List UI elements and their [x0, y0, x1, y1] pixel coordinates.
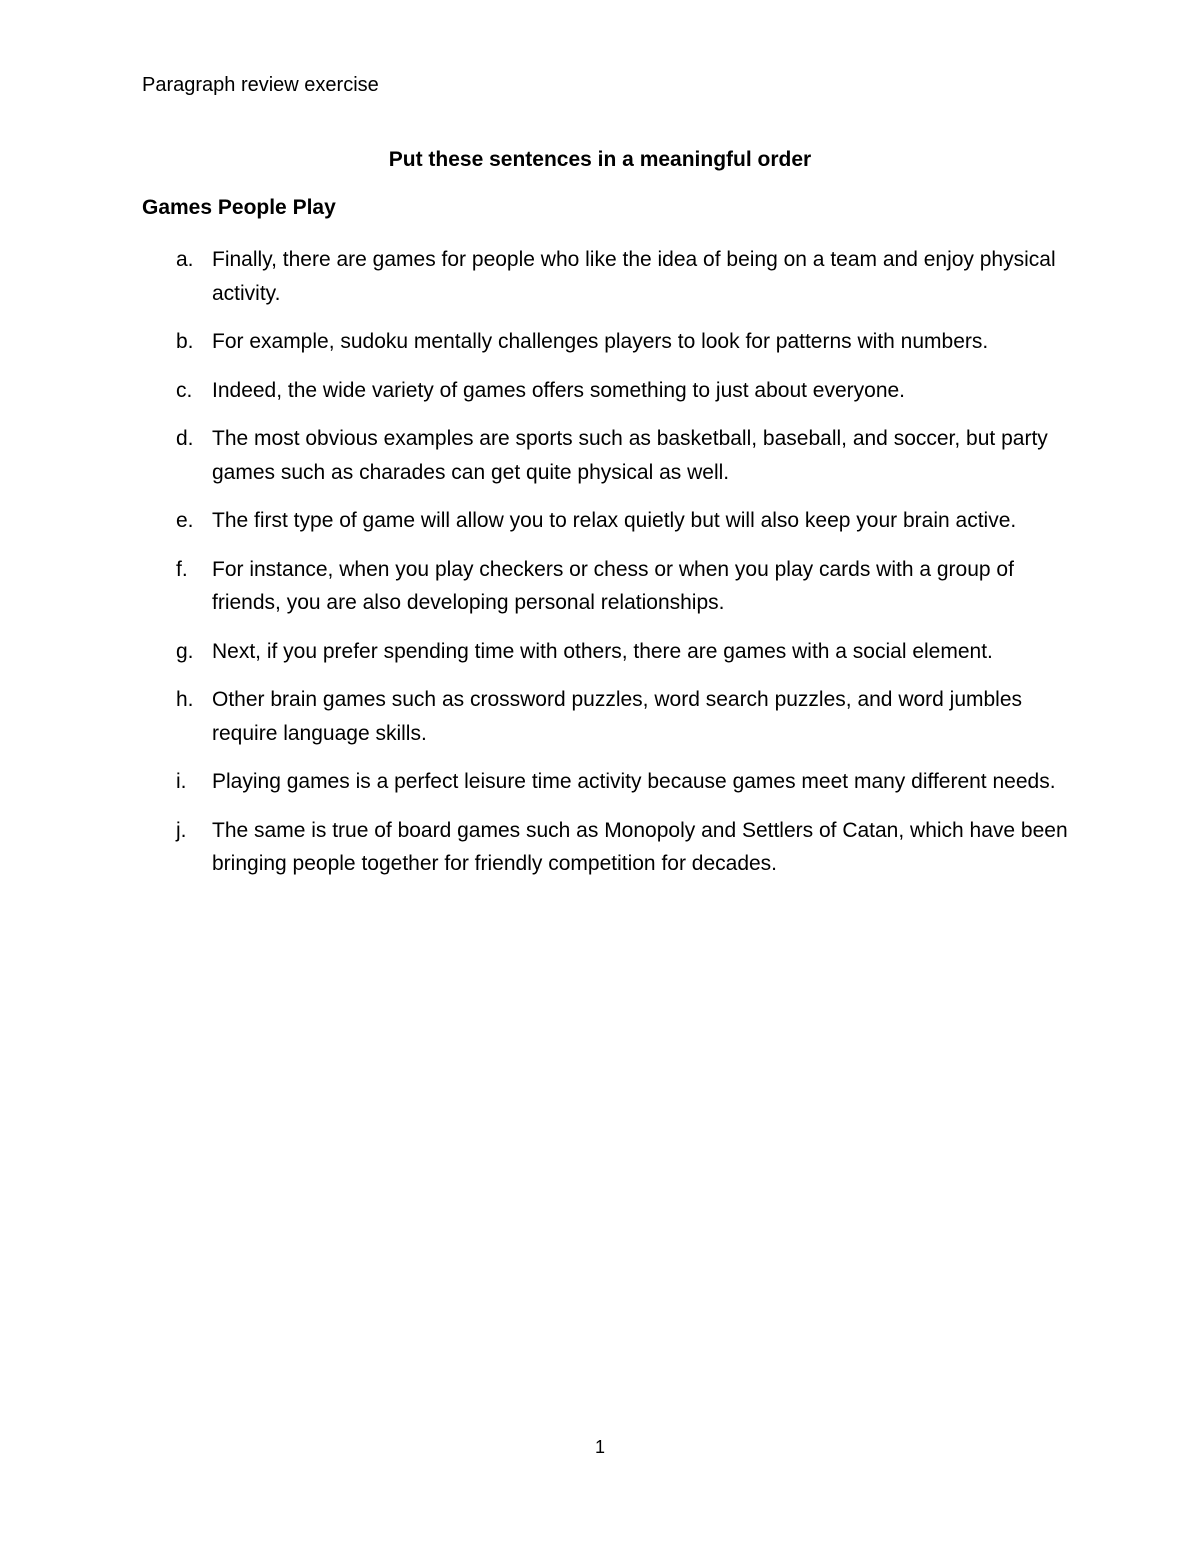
- list-item: [142, 374, 1072, 408]
- list-item: [142, 765, 1072, 799]
- exercise-title: Games People Play: [142, 196, 336, 219]
- page-header: Paragraph review exercise: [142, 74, 379, 96]
- list-item: [142, 325, 1072, 359]
- item-letter: b.: [176, 330, 194, 353]
- item-letter: j.: [176, 818, 187, 842]
- list-item: [142, 635, 1072, 669]
- item-text: For example, sudoku mentally challenges players to look for patterns with numbers.: [212, 330, 989, 353]
- item-text: Playing games is a perfect leisure time activity because games meet many different needs.: [212, 770, 1056, 793]
- page-number: 1: [594, 1437, 605, 1457]
- list-item: [142, 683, 1072, 750]
- item-text: The first type of game will allow you to relax quietly but will also keep your brain active.: [212, 509, 1017, 532]
- sentence-list: [142, 243, 1072, 896]
- instruction-heading: Put these sentences in a meaningful order: [388, 148, 812, 171]
- item-text: Finally, there are games for people who like the idea of being on a team and enjoy physical activity.: [212, 248, 1056, 305]
- item-letter: i.: [176, 770, 187, 793]
- list-item: [142, 814, 1072, 881]
- item-letter: d.: [176, 427, 194, 450]
- list-item: [142, 422, 1072, 489]
- item-letter: g.: [176, 639, 194, 663]
- item-letter: a.: [176, 248, 194, 271]
- item-text: For instance, when you play checkers or chess or when you play cards with a group of friends, you are also developing personal relationships.: [212, 557, 1014, 614]
- list-item: [142, 504, 1072, 538]
- item-text: Indeed, the wide variety of games offers something to just about everyone.: [212, 378, 906, 402]
- list-item: [142, 553, 1072, 620]
- item-text: Next, if you prefer spending time with others, there are games with a social element.: [212, 639, 993, 663]
- item-letter: f.: [176, 557, 188, 581]
- item-letter: h.: [176, 688, 194, 711]
- item-text: The most obvious examples are sports such as basketball, baseball, and soccer, but party games such as charades can get quite physical as well.: [212, 427, 1048, 484]
- list-item: [142, 243, 1072, 310]
- item-text: The same is true of board games such as Monopoly and Settlers of Catan, which have been bringing people together for friendly competition for decades.: [212, 818, 1068, 875]
- item-letter: e.: [176, 509, 194, 532]
- item-text: Other brain games such as crossword puzzles, word search puzzles, and word jumbles require language skills.: [212, 688, 1023, 745]
- item-letter: c.: [176, 378, 193, 402]
